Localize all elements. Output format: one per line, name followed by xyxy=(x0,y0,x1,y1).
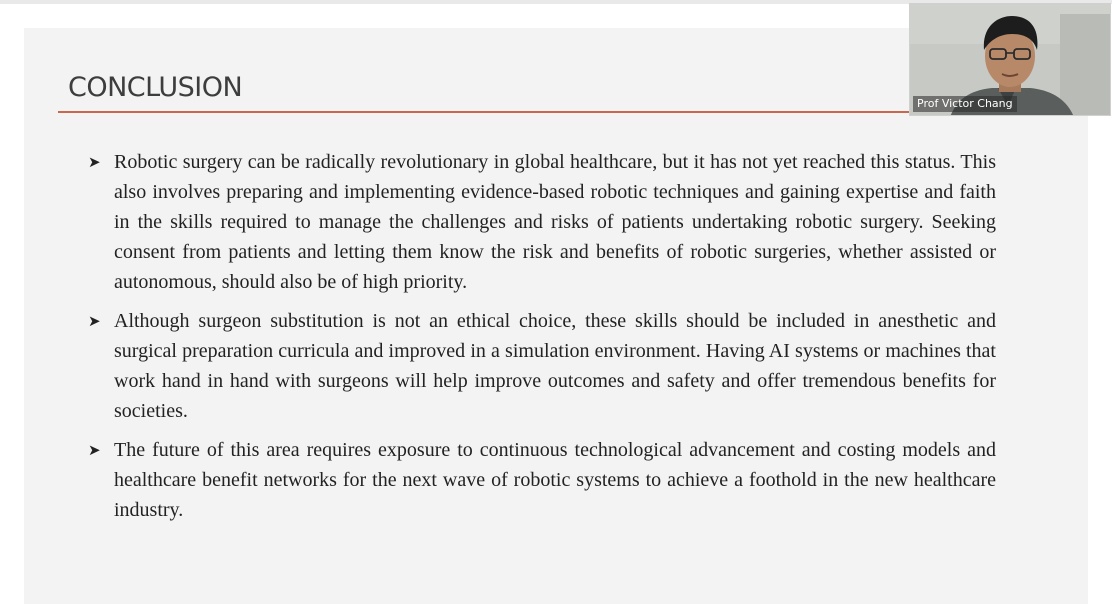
bullet-text: Although surgeon substitution is not an ethical choice, these skills should be included in anesthetic and surgical preparation curricula and improved in a simulation environment. Having AI systems or machines that work hand in hand with surgeons will help improve outcomes and safety and offer tremendous benefits for societies. xyxy=(114,310,996,422)
arrowhead-bullet-icon: ➤ xyxy=(88,441,101,459)
bullet-text: Robotic surgery can be radically revolutionary in global healthcare, but it has not yet reached this status. This also involves preparing and implementing evidence-based robotic techniques and gaining expertise and faith in the skills required to manage the challenges and risks of patients undertaking robotic surgery. Seeking consent from patients and letting them know the risk and benefits of robotic surgeries, whether assisted or autonomous, should also be of high priority. xyxy=(114,151,996,293)
arrowhead-bullet-icon: ➤ xyxy=(88,153,101,171)
participant-video-tile[interactable] xyxy=(909,3,1111,116)
bullet-item xyxy=(88,306,996,426)
slide-title: CONCLUSION xyxy=(68,72,243,103)
bullet-item xyxy=(88,147,996,297)
bullet-list xyxy=(88,147,996,534)
bullet-item xyxy=(88,435,996,525)
arrowhead-bullet-icon: ➤ xyxy=(88,312,101,330)
title-underline xyxy=(58,111,988,113)
bullet-text: The future of this area requires exposure to continuous technological advancement and costing models and healthcare benefit networks for the next wave of robotic systems to achieve a foothold in the new healthcare industry. xyxy=(114,439,996,521)
participant-name-label: Prof Victor Chang xyxy=(913,96,1017,112)
